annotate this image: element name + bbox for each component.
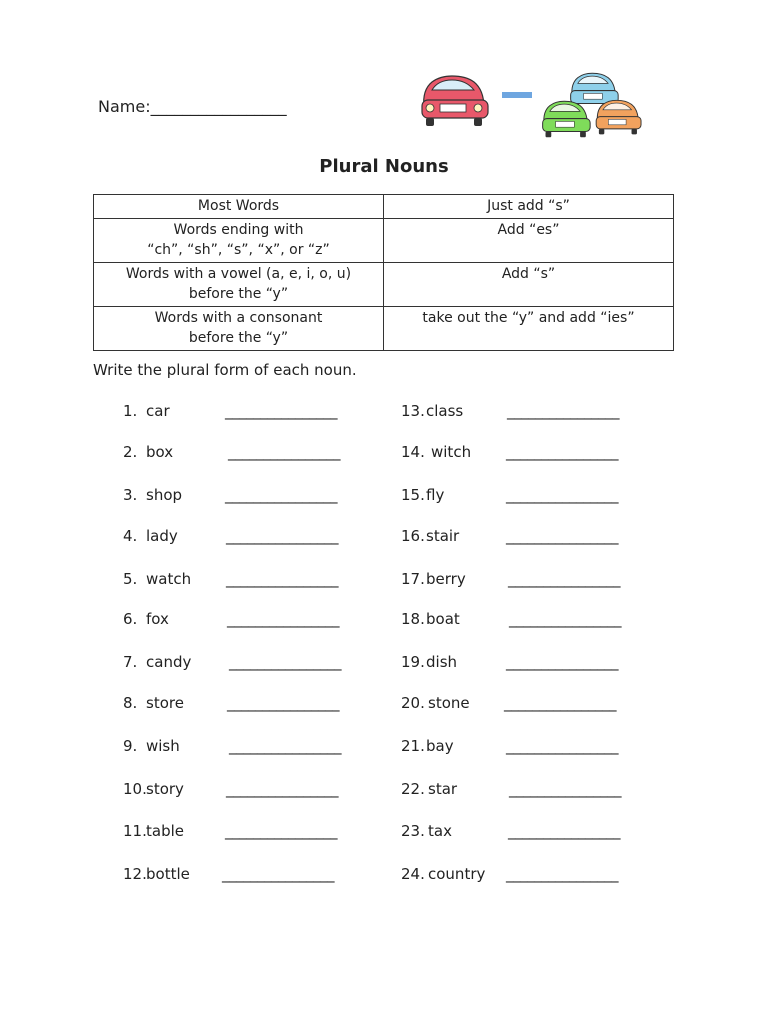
list-item [401,694,470,712]
item-word: store [146,694,184,712]
list-item [401,443,471,461]
item-number: 8. [123,694,138,712]
answer-blank[interactable]: ________________ [225,402,337,420]
list-item [401,402,463,420]
item-word: story [146,780,184,798]
answer-blank[interactable]: ________________ [508,570,620,588]
item-word: boat [426,610,460,628]
item-number: 14. [401,443,425,461]
name-field[interactable] [98,97,287,116]
item-number: 10. [123,780,147,798]
item-word: berry [426,570,466,588]
item-number: 1. [123,402,138,420]
rule-cell: Most Words [94,195,384,219]
green-car-icon [543,101,591,137]
cars-illustration [410,52,650,142]
list-item [401,653,457,671]
item-number: 5. [123,570,138,588]
answer-blank[interactable]: ________________ [227,610,339,628]
item-word: box [146,443,174,461]
item-number: 17. [401,570,425,588]
item-word: bottle [146,865,190,883]
item-number: 18. [401,610,425,628]
item-number: 12. [123,865,147,883]
item-word: lady [146,527,178,545]
name-blank[interactable]: _________________ [150,97,287,116]
item-number: 20. [401,694,425,712]
answer-blank[interactable]: ________________ [506,527,618,545]
item-number: 23. [401,822,425,840]
item-number: 15. [401,486,425,504]
answer-blank[interactable]: ________________ [506,653,618,671]
answer-blank[interactable]: ________________ [504,694,616,712]
rule-cell: Words ending with “ch”, “sh”, “s”, “x”, or “z” [94,219,384,263]
list-item [123,486,182,504]
rule-cell: Words with a vowel (a, e, i, o, u) before the “y” [94,263,384,307]
list-item [123,402,170,420]
item-word: fox [146,610,169,628]
list-item [123,865,190,883]
item-number: 13. [401,402,425,420]
answer-blank[interactable]: ________________ [229,653,341,671]
answer-blank[interactable]: ________________ [222,865,334,883]
item-word: tax [428,822,452,840]
item-word: star [428,780,458,798]
item-word: table [146,822,184,840]
item-number: 3. [123,486,138,504]
list-item [123,527,178,545]
instructions: Write the plural form of each noun. [93,361,357,379]
list-item [123,780,184,798]
item-word: fly [426,486,445,504]
item-word: stair [426,527,460,545]
answer-blank[interactable]: ________________ [226,570,338,588]
answer-blank[interactable]: ________________ [225,486,337,504]
list-item [401,780,457,798]
list-item [123,570,191,588]
item-word: country [428,865,486,883]
item-number: 4. [123,527,138,545]
table-row [94,219,674,263]
table-row [94,195,674,219]
item-word: car [146,402,170,420]
red-car-icon [422,76,488,126]
item-word: witch [431,443,472,461]
answer-blank[interactable]: ________________ [227,694,339,712]
action-cell: Add “es” [384,219,674,263]
answer-blank[interactable]: ________________ [506,737,618,755]
list-item [401,570,466,588]
item-number: 11. [123,822,147,840]
answer-blank[interactable]: ________________ [506,443,618,461]
item-word: shop [146,486,183,504]
table-row [94,307,674,351]
answer-blank[interactable]: ________________ [226,780,338,798]
rule-cell: Words with a consonant before the “y” [94,307,384,351]
name-label: Name: [98,97,151,116]
answer-blank[interactable]: ________________ [506,486,618,504]
item-number: 2. [123,443,138,461]
list-item [401,865,485,883]
action-cell: Just add “s” [384,195,674,219]
answer-blank[interactable]: ________________ [508,822,620,840]
item-word: bay [426,737,454,755]
list-item [401,737,454,755]
answer-blank[interactable]: ________________ [509,610,621,628]
answer-blank[interactable]: ________________ [509,780,621,798]
item-word: wish [146,737,180,755]
list-item [401,610,460,628]
list-item [123,822,184,840]
answer-blank[interactable]: ________________ [225,822,337,840]
item-number: 6. [123,610,138,628]
list-item [123,653,191,671]
list-item [123,610,169,628]
item-number: 9. [123,737,138,755]
item-word: stone [428,694,470,712]
speed-line-icon [502,92,532,98]
list-item [401,822,452,840]
list-item [123,443,173,461]
answer-blank[interactable]: ________________ [229,737,341,755]
action-cell: take out the “y” and add “ies” [384,307,674,351]
item-number: 19. [401,653,425,671]
item-word: watch [146,570,192,588]
list-item [401,486,444,504]
answer-blank[interactable]: ________________ [226,527,338,545]
item-number: 24. [401,865,425,883]
item-word: candy [146,653,192,671]
plural-rules-table [93,194,674,351]
answer-blank[interactable]: ________________ [228,443,340,461]
item-number: 21. [401,737,425,755]
list-item [123,737,180,755]
table-row [94,263,674,307]
item-number: 7. [123,653,138,671]
item-number: 22. [401,780,425,798]
list-item [123,694,184,712]
item-word: dish [426,653,458,671]
action-cell: Add “s” [384,263,674,307]
list-item [401,527,459,545]
item-word: class [426,402,464,420]
answer-blank[interactable]: ________________ [507,402,619,420]
page-title: Plural Nouns [319,156,449,177]
orange-car-icon [596,100,641,134]
answer-blank[interactable]: ________________ [506,865,618,883]
item-number: 16. [401,527,425,545]
